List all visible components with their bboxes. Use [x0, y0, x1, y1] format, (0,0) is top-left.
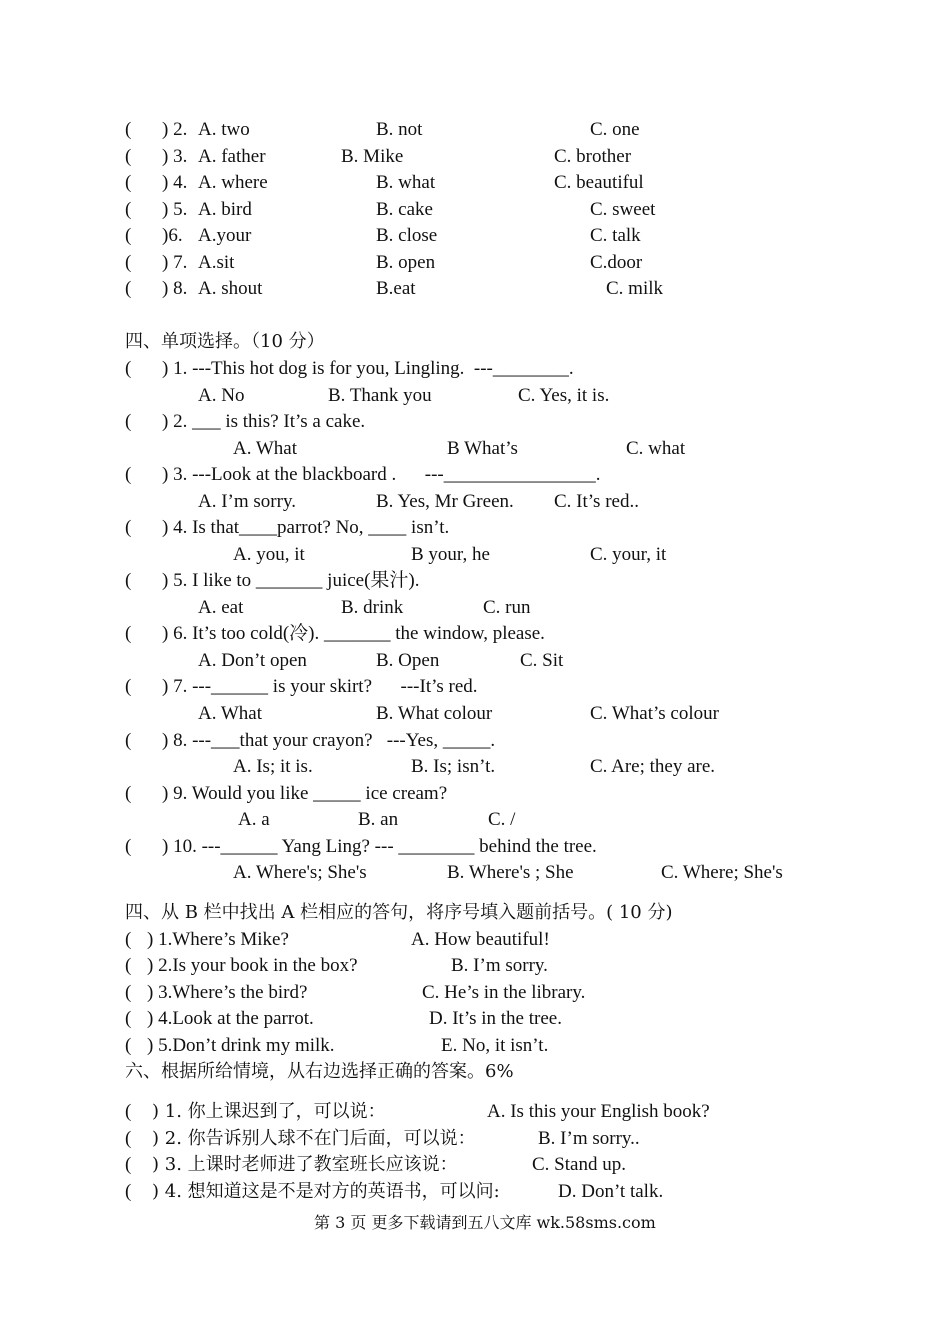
paren: ( [125, 783, 132, 804]
option-b: B. Open [376, 650, 440, 671]
paren: ( [125, 252, 132, 273]
option-b: B. Is; isn’t. [411, 756, 496, 777]
question-text: ) 1.Where’s Mike? [147, 929, 289, 950]
question-text: ) 10. ---______ Yang Ling? --- ________ behind the tree. [162, 836, 597, 857]
question-text: ) 9. Would you like _____ ice cream? [162, 783, 448, 804]
question-number: ) 5. [162, 199, 188, 220]
option-c: C. Yes, it is. [518, 385, 610, 406]
answer-option: A. Is this your English book? [487, 1101, 710, 1122]
question-number: ) 2. [162, 119, 188, 140]
option-c: C. milk [606, 278, 664, 299]
question-number: ) 7. [162, 252, 188, 273]
option-a: A. I’m sorry. [198, 491, 296, 512]
option-a: A. What [198, 703, 263, 724]
question-text: ) 3. ---Look at the blackboard . ---________________. [162, 464, 601, 485]
option-c: C. your, it [590, 544, 667, 565]
paren: ( [125, 1008, 132, 1029]
option-b: B. cake [376, 199, 433, 220]
section-heading: 六、根据所给情境，从右边选择正确的答案。6% [125, 1061, 514, 1082]
paren: ( [125, 1154, 132, 1175]
option-c: C. brother [554, 146, 632, 167]
paren: ( [125, 929, 132, 950]
option-c: C.door [590, 252, 643, 273]
question-text: ) 5. I like to _______ juice(果汁). [162, 570, 420, 591]
option-c: C. talk [590, 225, 641, 246]
option-c: C. Where; She's [661, 862, 783, 883]
option-a: A. father [198, 146, 266, 167]
question-text: ) 2.Is your book in the box? [147, 955, 358, 976]
option-a: A. you, it [233, 544, 305, 565]
option-b: B. drink [341, 597, 404, 618]
paren: ( [125, 464, 132, 485]
section-heading: 四、从 B 栏中找出 A 栏相应的答句，将序号填入题前括号。( 10 分) [125, 902, 673, 923]
paren: ( [125, 517, 132, 538]
question-text: ) 3.Where’s the bird? [147, 982, 308, 1003]
paren: ( [125, 358, 132, 379]
option-a: A. two [198, 119, 250, 140]
option-a: A.sit [198, 252, 235, 273]
option-c: C. It’s red.. [554, 491, 639, 512]
question-text: ) 2. ___ is this? It’s a cake. [162, 411, 366, 432]
paren: ( [125, 119, 132, 140]
question-text: ) 1. 你上课迟到了，可以说： [152, 1101, 386, 1122]
paren: ( [125, 1128, 132, 1149]
question-text: ) 7. ---______ is your skirt? ---It’s red. [162, 676, 478, 697]
answer-option: B. I’m sorry. [451, 955, 548, 976]
answer-option: B. I’m sorry.. [538, 1128, 640, 1149]
option-a: A. Is; it is. [233, 756, 313, 777]
answer-option: A. How beautiful! [411, 929, 550, 950]
question-text: ) 4.Look at the parrot. [147, 1008, 314, 1029]
option-c: C. what [626, 438, 686, 459]
paren: ( [125, 623, 132, 644]
option-a: A. shout [198, 278, 263, 299]
option-c: C. beautiful [554, 172, 644, 193]
option-c: C. run [483, 597, 531, 618]
option-b: B. Thank you [328, 385, 432, 406]
answer-option: D. Don’t talk. [558, 1181, 664, 1202]
option-a: A. where [198, 172, 268, 193]
paren: ( [125, 836, 132, 857]
option-b: B your, he [411, 544, 490, 565]
option-b: B. what [376, 172, 436, 193]
paren: ( [125, 955, 132, 976]
paren: ( [125, 1181, 132, 1202]
option-b: B. open [376, 252, 436, 273]
question-text: ) 4. Is that____parrot? No, ____ isn’t. [162, 517, 450, 538]
paren: ( [125, 730, 132, 751]
option-c: C. Are; they are. [590, 756, 716, 777]
paren: ( [125, 199, 132, 220]
question-number: ) 8. [162, 278, 188, 299]
option-c: C. sweet [590, 199, 656, 220]
answer-option: C. He’s in the library. [422, 982, 586, 1003]
paren: ( [125, 570, 132, 591]
paren: ( [125, 278, 132, 299]
question-text: ) 1. ---This hot dog is for you, Lingling. ---________. [162, 358, 574, 379]
option-b: B. close [376, 225, 438, 246]
option-b: B. Yes, Mr Green. [376, 491, 514, 512]
option-a: A. a [238, 809, 270, 830]
question-text: ) 8. ---___that your crayon? ---Yes, _____. [162, 730, 496, 751]
option-a: A.your [198, 225, 252, 246]
option-c: C. Sit [520, 650, 564, 671]
option-b: B. What colour [376, 703, 493, 724]
paren: ( [125, 1035, 132, 1056]
option-a: A. Don’t open [198, 650, 307, 671]
question-text: ) 2. 你告诉别人球不在门后面，可以说： [152, 1128, 476, 1149]
option-a: A. bird [198, 199, 252, 220]
paren: ( [125, 172, 132, 193]
paren: ( [125, 676, 132, 697]
option-a: A. Where's; She's [233, 862, 367, 883]
option-a: A. eat [198, 597, 244, 618]
option-b: B. not [376, 119, 423, 140]
option-b: B. Where's ; She [447, 862, 574, 883]
section-heading: 四、单项选择。（10 分） [125, 331, 325, 352]
question-text: ) 4. 想知道这是不是对方的英语书，可以问: [152, 1181, 500, 1202]
answer-option: D. It’s in the tree. [429, 1008, 562, 1029]
question-number: ) 3. [162, 146, 188, 167]
option-b: B What’s [447, 438, 518, 459]
answer-option: C. Stand up. [532, 1154, 626, 1175]
option-c: C. / [488, 809, 516, 830]
answer-option: E. No, it isn’t. [441, 1035, 549, 1056]
question-number: ) 4. [162, 172, 188, 193]
page-footer: 第 3 页 更多下载请到五八文库 wk.58sms.com [314, 1213, 656, 1232]
question-text: ) 6. It’s too cold(冷). _______ the window, please. [162, 623, 545, 644]
option-b: B.eat [376, 278, 416, 299]
option-c: C. one [590, 119, 640, 140]
paren: ( [125, 411, 132, 432]
option-c: C. What’s colour [590, 703, 719, 724]
paren: ( [125, 1101, 132, 1122]
paren: ( [125, 146, 132, 167]
option-a: A. What [233, 438, 298, 459]
paren: ( [125, 982, 132, 1003]
question-text: ) 5.Don’t drink my milk. [147, 1035, 335, 1056]
option-b: B. an [358, 809, 399, 830]
option-b: B. Mike [341, 146, 404, 167]
question-text: ) 3. 上课时老师进了教室班长应该说： [152, 1154, 458, 1175]
paren: ( [125, 225, 132, 246]
question-number: )6. [162, 225, 183, 246]
option-a: A. No [198, 385, 245, 406]
